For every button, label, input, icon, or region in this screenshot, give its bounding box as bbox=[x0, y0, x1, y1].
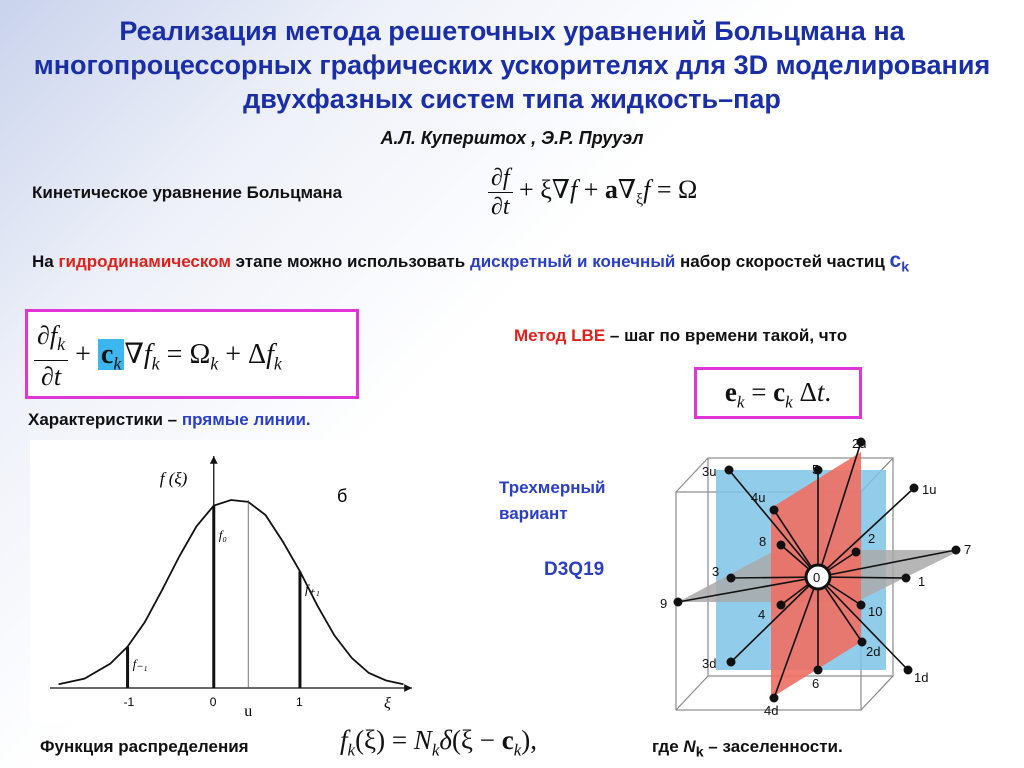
characteristics-label: Характеристики – прямые линии. bbox=[28, 410, 311, 429]
panel-letter: б bbox=[337, 486, 348, 506]
lattice-label: 6 bbox=[812, 676, 820, 691]
x-tick-label: 0 bbox=[209, 695, 217, 709]
distribution-curve bbox=[59, 500, 404, 684]
ck-symbol: c bbox=[889, 249, 902, 272]
lattice-label: 4u bbox=[751, 490, 766, 505]
lattice-label: 9 bbox=[660, 596, 668, 611]
x-tick-label: -1 bbox=[123, 695, 135, 709]
discrete-term: дискретный и конечный bbox=[469, 252, 676, 271]
lattice-label: 3d bbox=[702, 656, 717, 671]
lattice-label: 2d bbox=[866, 644, 881, 659]
lattice-label: 8 bbox=[759, 534, 767, 549]
lattice-label: 10 bbox=[868, 604, 883, 619]
lattice-label: 3u bbox=[702, 464, 717, 479]
intro-text: На гидродинамическом этапе можно использовать дискретный и конечный набор скоростей частиц $c_k$ bbox=[32, 249, 910, 276]
kinetic-label: Кинетическое уравнение Больцмана bbox=[32, 183, 343, 202]
stem-label: f₊₁ bbox=[304, 581, 320, 597]
lattice-label: 3 bbox=[712, 564, 720, 579]
slide-title: Реализация метода решеточных уравнений Больцмана на многопроцессорных графических ускорителях для 3D моделирования двухфазных систем типа жидкость–пар bbox=[33, 16, 991, 114]
three-d-label: Трехмерный вариант bbox=[499, 478, 606, 523]
lattice-label: 5 bbox=[812, 462, 820, 477]
distribution-function-label: Функция распределения bbox=[40, 737, 249, 756]
d3q19-lattice-diagram bbox=[656, 430, 981, 722]
authors: А.Л. Куперштох , Э.Р. Прууэл bbox=[380, 128, 644, 148]
distribution-chart bbox=[30, 440, 432, 722]
lbe-method-label: Метод LBE – шаг по времени такой, что bbox=[514, 326, 848, 345]
lattice-label: 1d bbox=[914, 670, 929, 685]
d3q19-label: D3Q19 bbox=[544, 559, 605, 580]
lattice-label: 1u bbox=[922, 482, 937, 497]
time-step-equation: $e_k = c_k$ Δt. bbox=[694, 367, 862, 419]
hydro-term: гидродинамическом bbox=[58, 252, 231, 271]
nk-description: где $N_k$ – заселенности. bbox=[652, 737, 843, 761]
lattice-label: 1 bbox=[918, 574, 926, 589]
distribution-formula: $f_k(\xi) = N_k\delta(\xi - c_k)$, bbox=[340, 725, 537, 760]
boltzmann-equation: $\frac{\partial f}{\partial t}$ + $\xi\nabla f + a\nabla_\xi f = \Omega$ bbox=[488, 164, 697, 221]
x-tick-label: u bbox=[244, 703, 253, 720]
y-axis-label: f (ξ) bbox=[159, 469, 188, 488]
lattice-label: 2u bbox=[852, 436, 867, 451]
x-tick-label: 1 bbox=[295, 695, 303, 709]
lattice-label: 4 bbox=[758, 607, 766, 622]
stem-label: f₋₁ bbox=[132, 656, 148, 672]
stem-label: f₀ bbox=[218, 527, 227, 543]
lattice-label: 7 bbox=[964, 542, 972, 557]
x-axis-label: ξ bbox=[384, 695, 391, 712]
distribution-chart-svg bbox=[30, 440, 432, 722]
lattice-label: 0 bbox=[813, 570, 821, 585]
lattice-boltzmann-equation-box: $\frac{\partial f_k}{\partial t}$ + $c_k$ $\nabla f_k = \Omega_k + \Delta f_k$ bbox=[25, 309, 359, 399]
lattice-svg bbox=[656, 430, 981, 722]
lattice-label: 2 bbox=[868, 531, 876, 546]
lattice-label: 4d bbox=[764, 703, 779, 718]
